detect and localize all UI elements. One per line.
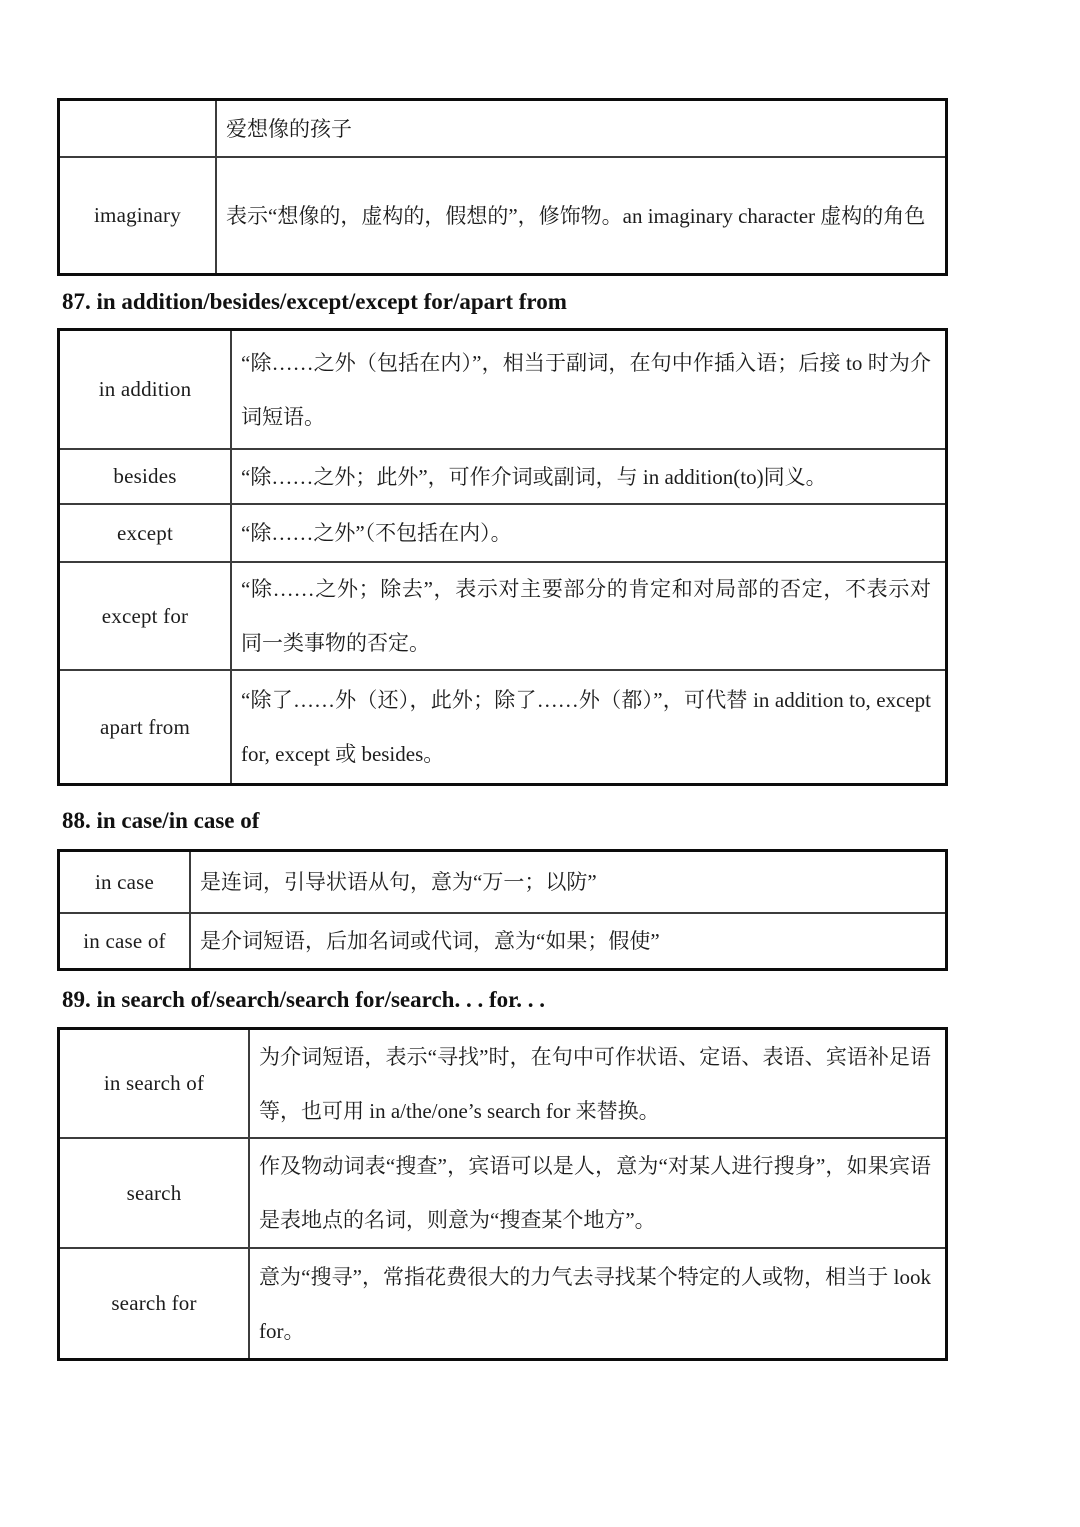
- term-label: besides: [113, 464, 177, 488]
- table-row: [60, 1137, 945, 1247]
- term-cell-in-case-of: [60, 914, 191, 968]
- definition-cell: [232, 331, 945, 448]
- definition-text: 是介词短语，后加名词或代词，意为“如果；假使”: [200, 929, 660, 953]
- table-row: [60, 1247, 945, 1358]
- definition-text: 意为“搜寻”，常指花费很大的力气去寻找某个特定的人或物，相当于 look for。: [259, 1264, 931, 1343]
- definition-cell: [232, 563, 945, 669]
- definition-cell: [191, 852, 945, 912]
- term-cell-search: [60, 1139, 250, 1247]
- table-row: [60, 561, 945, 669]
- term-cell-empty: [60, 101, 217, 156]
- term-label: apart from: [99, 714, 191, 739]
- definition-text: “除……之外”（不包括在内）。: [241, 521, 512, 545]
- term-cell-search-for: [60, 1249, 250, 1358]
- term-cell-imaginary: [60, 158, 217, 273]
- section-heading-87: 87. in addition/besides/except/except for/apart from: [62, 289, 567, 314]
- definition-text: “除……之外；除去”，表示对主要部分的肯定和对局部的否定，不表示对同一类事物的否定。: [241, 577, 931, 655]
- definition-cell: [232, 505, 945, 561]
- definition-cell: [250, 1030, 945, 1137]
- term-label: imaginary: [94, 203, 181, 227]
- term-cell-apart-from: [60, 671, 232, 783]
- term-label: except: [117, 520, 173, 545]
- table-87: [57, 328, 948, 786]
- term-label: in case: [94, 869, 155, 894]
- definition-text: “除了……外（还），此外；除了……外（都）”，可代替 in addition to, except for, except 或 besides。: [241, 688, 931, 766]
- definition-text: 爱想像的孩子: [226, 116, 352, 141]
- term-label: except for: [101, 603, 189, 628]
- term-label: search for: [111, 1291, 197, 1315]
- table-row: [60, 448, 945, 503]
- table-row: [60, 156, 945, 273]
- table-row: [60, 101, 945, 156]
- term-cell-except: [60, 505, 232, 561]
- table-imaginary: [57, 98, 948, 276]
- definition-cell: [217, 101, 945, 156]
- table-row: [60, 912, 945, 968]
- section-heading-89: 89. in search of/search/search for/search. . . for. . .: [62, 987, 545, 1012]
- definition-text: 作及物动词表“搜查”，宾语可以是人，意为“对某人进行搜身”，如果宾语是表地点的名词，则意为“搜查某个地方”。: [259, 1154, 931, 1232]
- table-row: [60, 852, 945, 912]
- term-cell-in-case: [60, 852, 191, 912]
- definition-text: 是连词，引导状语从句，意为“万一；以防”: [200, 870, 597, 894]
- term-label: in search of: [103, 1071, 205, 1095]
- section-heading-88: 88. in case/in case of: [62, 808, 260, 833]
- term-cell-in-search-of: [60, 1030, 250, 1137]
- definition-cell: [250, 1249, 945, 1358]
- definition-text: 为介词短语，表示“寻找”时，在句中可作状语、定语、表语、宾语补足语等，也可用 in a/the/one’s search for 来替换。: [259, 1044, 931, 1123]
- table-row: [60, 331, 945, 448]
- table-row: [60, 503, 945, 561]
- definition-text: 表示“想像的，虚构的，假想的”，修饰物。an imaginary character 虚构的角色: [226, 203, 926, 228]
- term-cell-except-for: [60, 563, 232, 669]
- definition-text: “除……之外；此外”，可作介词或副词，与 in addition(to)同义。: [241, 464, 827, 489]
- definition-text: “除……之外（包括在内）”，相当于副词，在句中作插入语；后接 to 时为介词短语。: [241, 350, 931, 429]
- table-89: [57, 1027, 948, 1361]
- definition-cell: [217, 158, 945, 273]
- table-row: [60, 1030, 945, 1137]
- definition-cell: [250, 1139, 945, 1247]
- table-row: [60, 669, 945, 783]
- term-label: in addition: [98, 377, 192, 401]
- definition-cell: [191, 914, 945, 968]
- term-cell-besides: [60, 450, 232, 503]
- table-88: [57, 849, 948, 971]
- term-cell-in-addition: [60, 331, 232, 448]
- definition-cell: [232, 671, 945, 783]
- definition-cell: [232, 450, 945, 503]
- term-label: in case of: [83, 928, 166, 953]
- term-label: search: [126, 1180, 182, 1205]
